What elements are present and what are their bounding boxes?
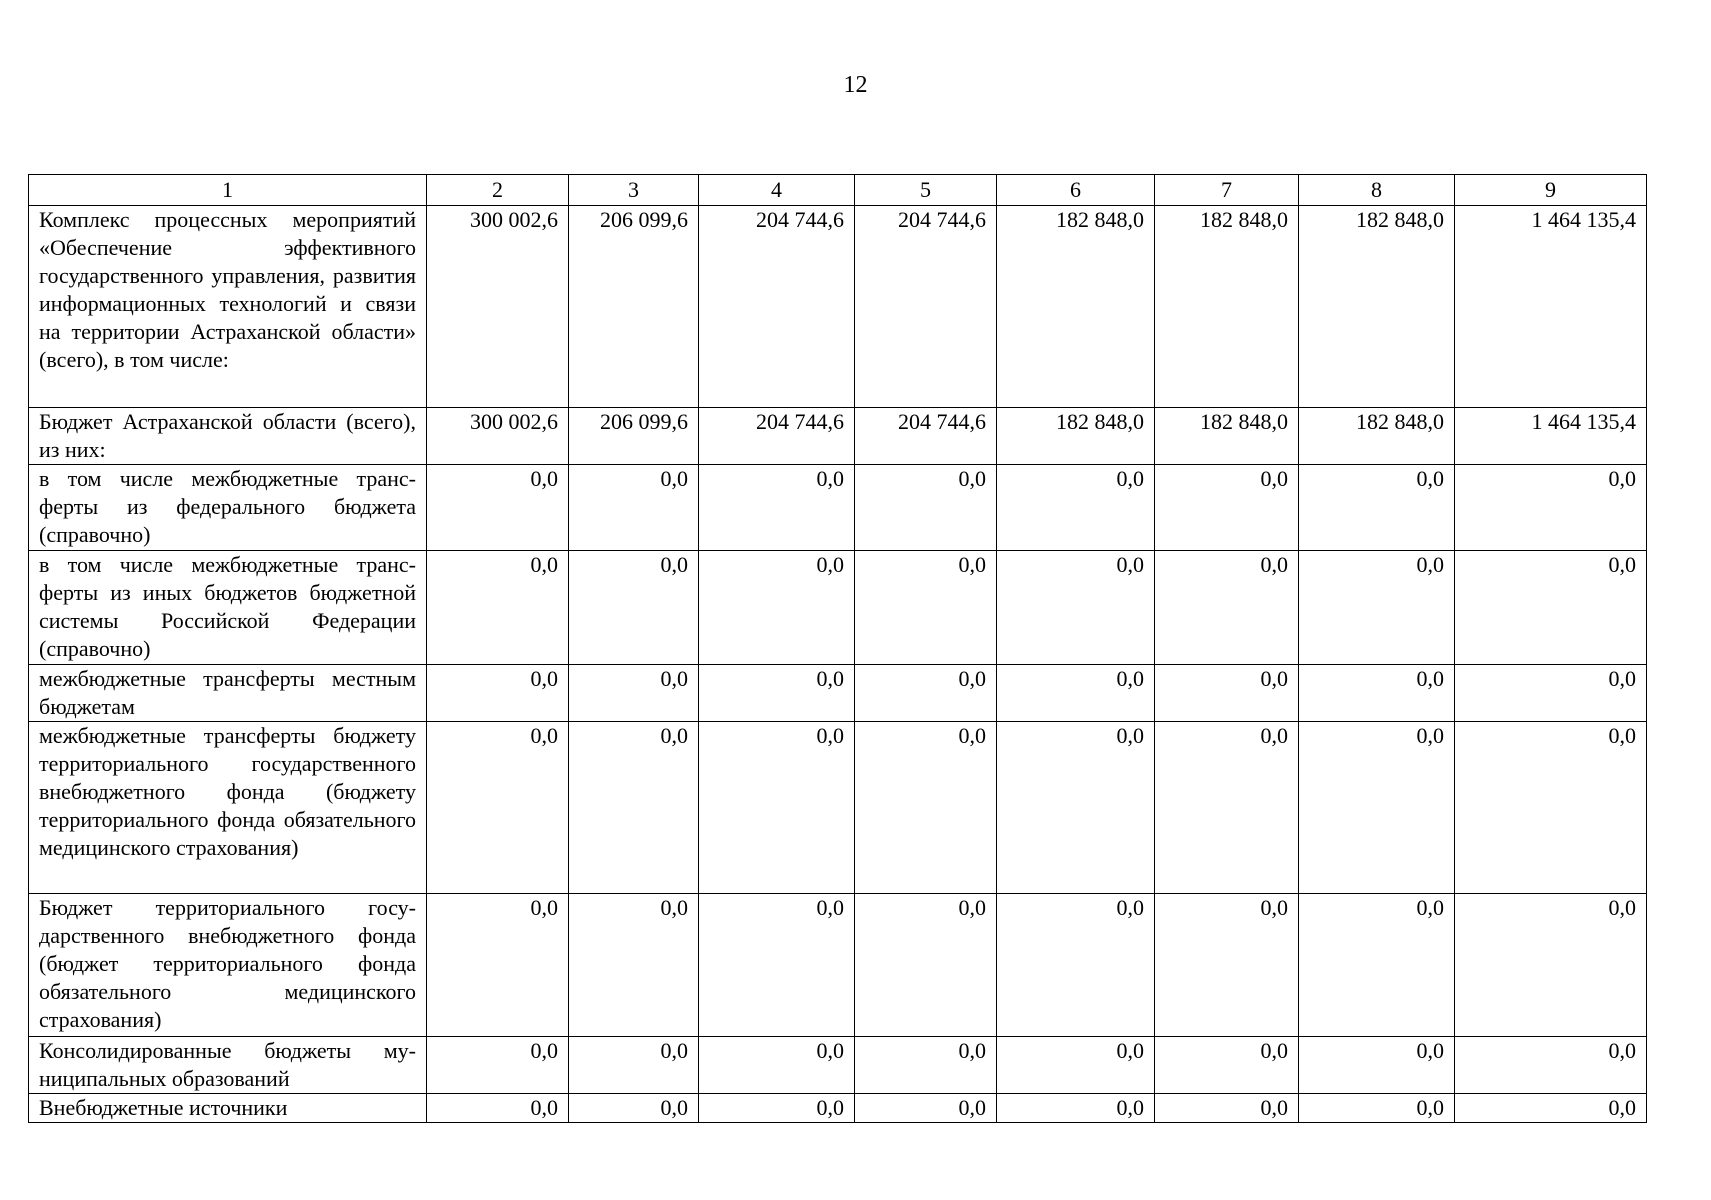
table-cell: 0,0 [1299, 1037, 1455, 1094]
table-cell: 0,0 [1155, 894, 1299, 1037]
table-cell: 0,0 [997, 1094, 1155, 1123]
table-cell: 0,0 [699, 722, 855, 894]
table-cell: 206 099,6 [569, 408, 699, 465]
table-cell: 182 848,0 [1155, 206, 1299, 408]
table-cell: 0,0 [855, 1094, 997, 1123]
table-cell: 0,0 [855, 1037, 997, 1094]
table-cell: 0,0 [1299, 465, 1455, 551]
table-cell: 0,0 [1155, 551, 1299, 665]
table-row [29, 551, 1647, 665]
table-cell: 182 848,0 [1155, 408, 1299, 465]
row-label: Бюджет Астраханской области (всего), из них: [29, 408, 427, 465]
table-row [29, 206, 1647, 408]
row-label: Консолидированные бюджеты муниципальных образований [29, 1037, 427, 1094]
table-row [29, 408, 1647, 465]
table-cell: 0,0 [1455, 1094, 1647, 1123]
table-cell: 0,0 [997, 665, 1155, 722]
column-header: 2 [427, 175, 569, 206]
table-cell: 0,0 [997, 894, 1155, 1037]
table-row [29, 1094, 1647, 1123]
table-cell: 0,0 [569, 665, 699, 722]
table-cell: 0,0 [1155, 1037, 1299, 1094]
table-cell: 0,0 [1155, 722, 1299, 894]
row-label: Бюджет территориального государственного внебюджетного фонда (бюджет территориального фонда обязательного медицинского страхования) [29, 894, 427, 1037]
table-cell: 0,0 [997, 722, 1155, 894]
table-cell: 182 848,0 [997, 408, 1155, 465]
table-cell: 0,0 [855, 894, 997, 1037]
table-row [29, 665, 1647, 722]
table-cell: 0,0 [699, 465, 855, 551]
table-cell: 0,0 [1299, 722, 1455, 894]
table-cell: 0,0 [855, 722, 997, 894]
table-cell: 0,0 [1299, 551, 1455, 665]
row-label: в том числе межбюджетные трансферты из федерального бюджета (справочно) [29, 465, 427, 551]
table-cell: 0,0 [699, 1094, 855, 1123]
table-cell: 0,0 [1299, 894, 1455, 1037]
table-cell: 1 464 135,4 [1455, 408, 1647, 465]
table-cell: 0,0 [699, 894, 855, 1037]
row-label: в том числе межбюджетные трансферты из иных бюджетов бюджетной системы Российской Федерации (справочно) [29, 551, 427, 665]
table-header-row [29, 175, 1647, 206]
table-cell: 0,0 [1455, 551, 1647, 665]
table-cell: 0,0 [427, 665, 569, 722]
column-header: 1 [29, 175, 427, 206]
table-cell: 0,0 [1455, 665, 1647, 722]
table-cell: 0,0 [569, 722, 699, 894]
table-cell: 0,0 [699, 551, 855, 665]
table-cell: 0,0 [569, 551, 699, 665]
table-cell: 204 744,6 [699, 206, 855, 408]
column-header: 9 [1455, 175, 1647, 206]
table-cell: 0,0 [855, 551, 997, 665]
table-cell: 0,0 [699, 665, 855, 722]
table-cell: 0,0 [1155, 1094, 1299, 1123]
table-cell: 0,0 [1299, 1094, 1455, 1123]
table-cell: 0,0 [427, 1037, 569, 1094]
column-header: 6 [997, 175, 1155, 206]
table-cell: 0,0 [855, 665, 997, 722]
table-cell: 0,0 [1155, 465, 1299, 551]
table-cell: 204 744,6 [699, 408, 855, 465]
table-cell: 206 099,6 [569, 206, 699, 408]
table-cell: 0,0 [1299, 665, 1455, 722]
column-header: 8 [1299, 175, 1455, 206]
row-label: межбюджетные трансферты местным бюджетам [29, 665, 427, 722]
table-cell: 0,0 [427, 1094, 569, 1123]
table-cell: 0,0 [569, 894, 699, 1037]
table-cell: 300 002,6 [427, 408, 569, 465]
table-cell: 182 848,0 [1299, 408, 1455, 465]
row-label: Внебюджетные источники [29, 1094, 427, 1123]
table-cell: 0,0 [569, 1094, 699, 1123]
table-cell: 300 002,6 [427, 206, 569, 408]
table-cell: 0,0 [1455, 465, 1647, 551]
table-cell: 204 744,6 [855, 206, 997, 408]
table-row [29, 465, 1647, 551]
table-cell: 0,0 [427, 551, 569, 665]
table-cell: 0,0 [997, 465, 1155, 551]
table-cell: 0,0 [855, 465, 997, 551]
table-cell: 0,0 [699, 1037, 855, 1094]
column-header: 3 [569, 175, 699, 206]
column-header: 7 [1155, 175, 1299, 206]
table-row [29, 894, 1647, 1037]
row-label: межбюджетные трансферты бюджету территориального государственного внебюджетного фонда (бюджету территориального фонда обязательного медицинского страхования) [29, 722, 427, 894]
table-cell: 204 744,6 [855, 408, 997, 465]
table-cell: 0,0 [1455, 1037, 1647, 1094]
table-cell: 0,0 [1455, 722, 1647, 894]
table-cell: 0,0 [569, 1037, 699, 1094]
table-cell: 0,0 [427, 722, 569, 894]
table-cell: 0,0 [1455, 894, 1647, 1037]
table-cell: 0,0 [997, 551, 1155, 665]
table-cell: 182 848,0 [1299, 206, 1455, 408]
table-cell: 0,0 [569, 465, 699, 551]
table-cell: 0,0 [427, 894, 569, 1037]
table-cell: 0,0 [427, 465, 569, 551]
table-cell: 182 848,0 [997, 206, 1155, 408]
funding-table [28, 174, 1647, 1123]
row-label: Комплекс процессных мероприятий «Обеспечение эффективного государственного управления, развития информационных технологий и связи на территории Астраханской области» (всего), в том числе: [29, 206, 427, 408]
column-header: 4 [699, 175, 855, 206]
table-cell: 0,0 [997, 1037, 1155, 1094]
table-cell: 0,0 [1155, 665, 1299, 722]
table-row [29, 1037, 1647, 1094]
page-number: 12 [843, 72, 868, 98]
table-row [29, 722, 1647, 894]
column-header: 5 [855, 175, 997, 206]
table-cell: 1 464 135,4 [1455, 206, 1647, 408]
